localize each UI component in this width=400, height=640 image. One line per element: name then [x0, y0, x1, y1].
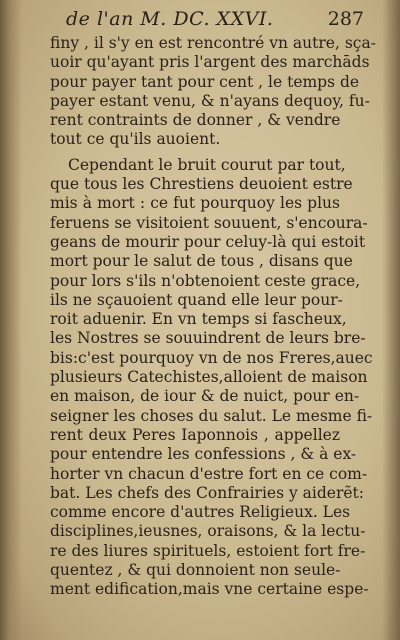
text-line: horter vn chacun d'estre fort en ce com- [50, 464, 368, 483]
text-line: feruens se visitoient souuent, s'encoura- [50, 213, 368, 232]
text-line: bat. Les chefs des Confrairies y aiderẽt: [50, 483, 364, 502]
paragraph-1 [50, 34, 376, 150]
text-line: comme encore d'autres Religieux. Les [50, 503, 351, 522]
text-line: re des liures spirituels, estoient fort fre- [50, 541, 366, 560]
page-number: 287 [327, 8, 364, 30]
text-line: pour entendre les confessions , & à ex- [50, 445, 357, 464]
text-line: ment edification,mais vne certaine espe- [50, 580, 369, 599]
text-line: les Nostres se souuindrent de leurs bre- [50, 329, 366, 348]
text-line: plusieurs Catechistes,alloient de maison [50, 368, 368, 387]
text-line: seigner les choses du salut. Le mesme fi- [50, 406, 373, 425]
text-line: pour lors s'ils n'obtenoient ceste grace, [50, 271, 361, 290]
text-line: que tous les Chrestiens deuoient estre [50, 175, 353, 194]
text-line: pour payer tant pour cent , le temps de [50, 72, 360, 91]
text-line: roit aduenir. En vn temps si fascheux, [50, 310, 347, 329]
text-line: en maison, de iour & de nuict, pour en- [50, 387, 360, 406]
text-line: tout ce qu'ils auoient. [50, 130, 221, 149]
text-line: mis à mort : ce fut pourquoy les plus [50, 194, 340, 213]
text-line: geans de mourir pour celuy-là qui estoit [50, 232, 366, 251]
text-line: bis:c'est pourquoy vn de nos Freres,auec [50, 348, 373, 367]
text-line: rent contraints de donner , & vendre [50, 111, 341, 130]
paragraph-2 [50, 155, 373, 600]
text-line: finy , il s'y en est rencontré vn autre, sça- [50, 34, 376, 52]
body-text [50, 34, 376, 600]
text-line: disciplines,ieusnes, oraisons, & la lectu- [50, 522, 366, 541]
text-line: mort pour le salut de tous , disans que [50, 252, 353, 271]
text-line: rent deux Peres Iaponnois , appellez [50, 425, 340, 444]
text-line: ils ne sçauoient quand elle leur pour- [50, 290, 343, 309]
text-line: payer estant venu, & n'ayans dequoy, fu- [50, 91, 370, 110]
text-line: Cependant le bruit courut par tout, [68, 155, 346, 174]
running-head [48, 8, 364, 34]
text-line: quentez , & qui donnoient non seule- [50, 561, 341, 580]
text-line: uoir qu'ayant pris l'argent des marchāds [50, 53, 370, 72]
running-title: de l'an M. DC. XXVI. [66, 8, 274, 30]
